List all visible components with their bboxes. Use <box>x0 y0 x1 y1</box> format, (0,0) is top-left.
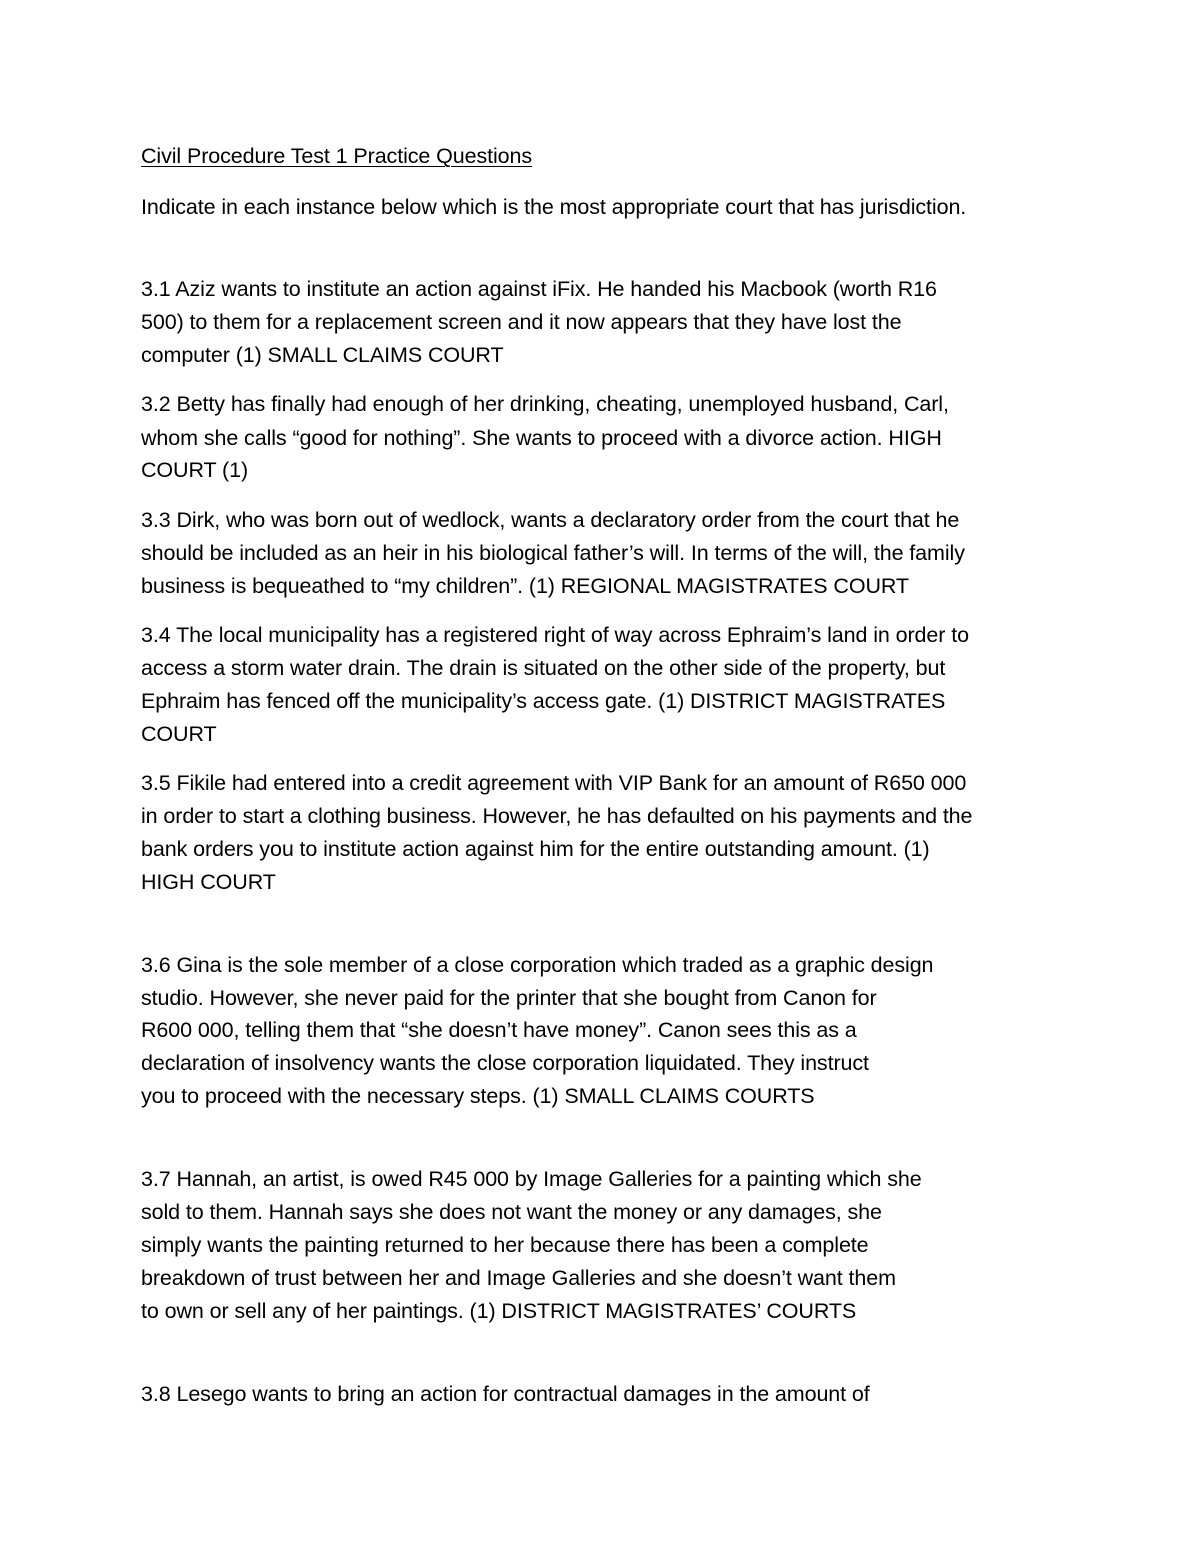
question-line: studio. However, she never paid for the printer that she bought from Canon for <box>141 986 877 1010</box>
question-line: sold to them. Hannah says she does not want the money or any damages, she <box>141 1200 882 1224</box>
question-line: in order to start a clothing business. However, he has defaulted on his payments and the <box>141 804 973 828</box>
question-line: HIGH COURT <box>141 870 276 894</box>
document-title: Civil Procedure Test 1 Practice Questions <box>141 144 533 168</box>
question-line: 3.4 The local municipality has a registered right of way across Ephraim’s land in order to <box>141 623 969 647</box>
question-line: whom she calls “good for nothing”. She wants to proceed with a divorce action. HIGH <box>141 426 942 450</box>
question-line: simply wants the painting returned to her because there has been a complete <box>141 1233 869 1257</box>
instruction-text: Indicate in each instance below which is the most appropriate court that has jurisdiction. <box>141 195 967 219</box>
question-line: you to proceed with the necessary steps. (1) SMALL CLAIMS COURTS <box>141 1084 815 1108</box>
question-line: business is bequeathed to “my children”. (1) REGIONAL MAGISTRATES COURT <box>141 574 909 598</box>
question-line: COURT <box>141 722 217 746</box>
question-line: to own or sell any of her paintings. (1) DISTRICT MAGISTRATES’ COURTS <box>141 1299 857 1323</box>
question-line: 3.5 Fikile had entered into a credit agreement with VIP Bank for an amount of R650 000 <box>141 771 967 795</box>
question-line: declaration of insolvency wants the close corporation liquidated. They instruct <box>141 1051 869 1075</box>
question-line: 3.2 Betty has finally had enough of her drinking, cheating, unemployed husband, Carl, <box>141 392 949 416</box>
question-line: 3.8 Lesego wants to bring an action for contractual damages in the amount of <box>141 1382 870 1406</box>
question-line: R600 000, telling them that “she doesn’t have money”. Canon sees this as a <box>141 1018 857 1042</box>
question-line: bank orders you to institute action against him for the entire outstanding amount. (1) <box>141 837 930 861</box>
question-line: 500) to them for a replacement screen and it now appears that they have lost the <box>141 310 902 334</box>
question-line: COURT (1) <box>141 458 249 482</box>
question-line: 3.1 Aziz wants to institute an action against iFix. He handed his Macbook (worth R16 <box>141 277 937 301</box>
question-line: should be included as an heir in his biological father’s will. In terms of the will, the family <box>141 541 965 565</box>
question-line: 3.3 Dirk, who was born out of wedlock, wants a declaratory order from the court that he <box>141 508 960 532</box>
question-line: 3.6 Gina is the sole member of a close corporation which traded as a graphic design <box>141 953 934 977</box>
question-line: 3.7 Hannah, an artist, is owed R45 000 by Image Galleries for a painting which she <box>141 1167 922 1191</box>
question-line: computer (1) SMALL CLAIMS COURT <box>141 343 504 367</box>
question-line: breakdown of trust between her and Image Galleries and she doesn’t want them <box>141 1266 896 1290</box>
question-line: access a storm water drain. The drain is situated on the other side of the property, but <box>141 656 946 680</box>
question-line: Ephraim has fenced off the municipality’s access gate. (1) DISTRICT MAGISTRATES <box>141 689 946 713</box>
